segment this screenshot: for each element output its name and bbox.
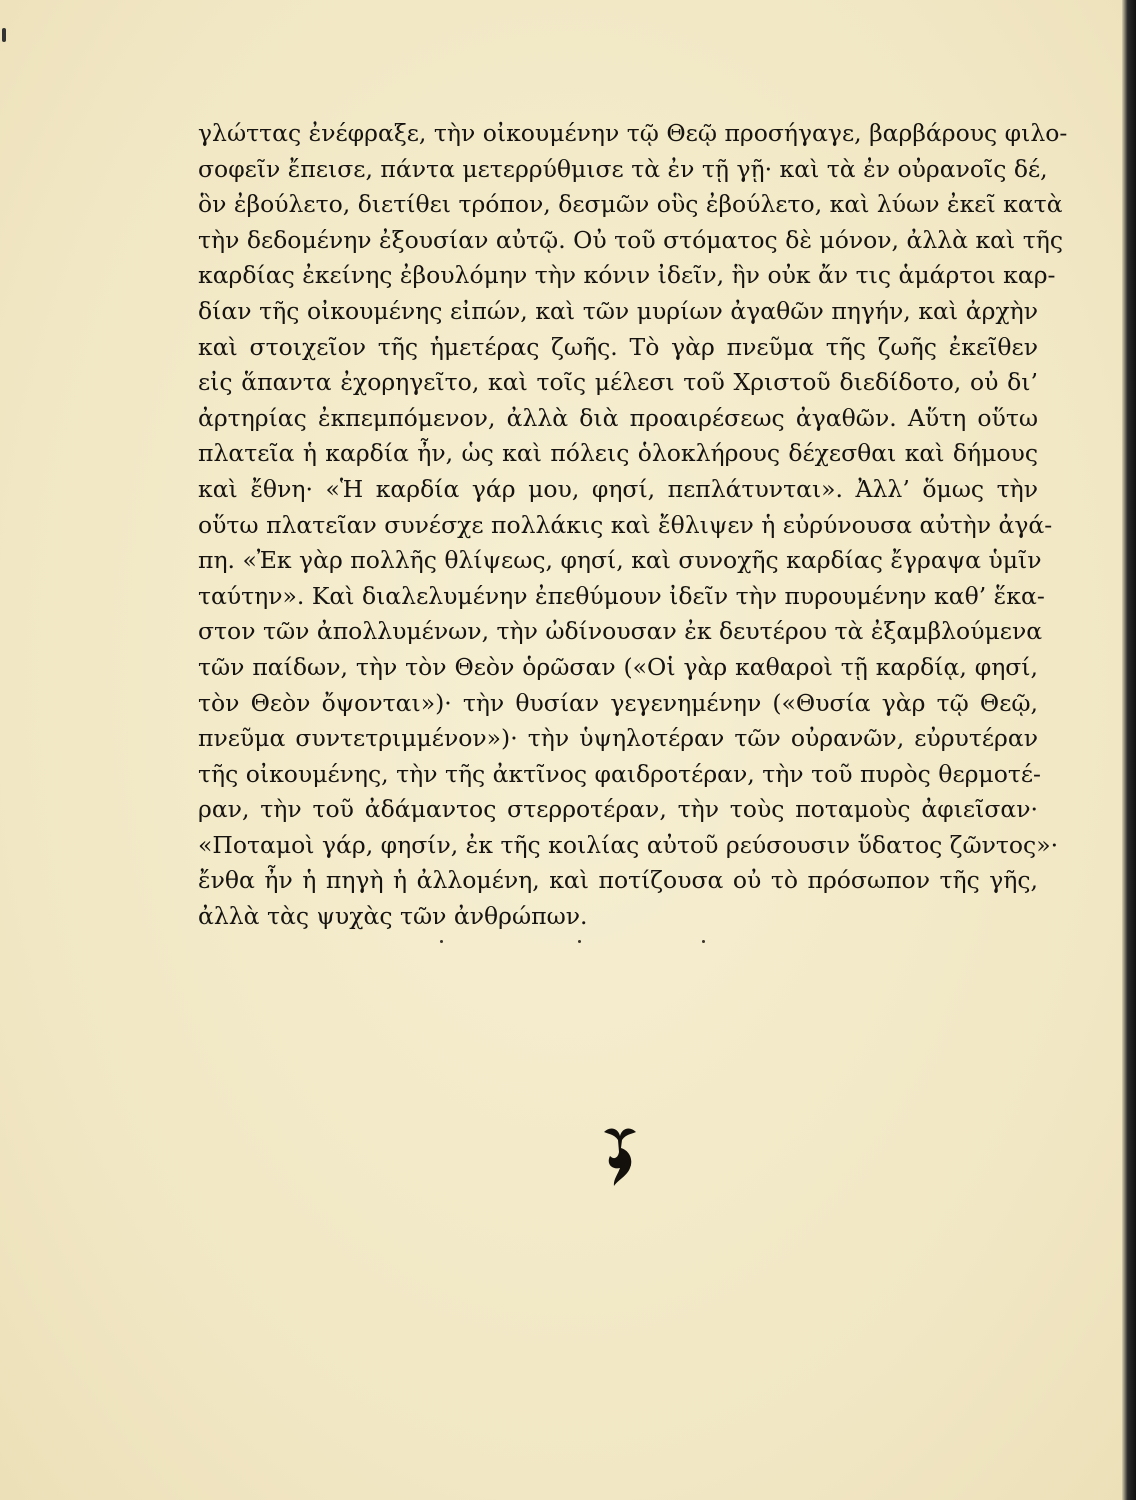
text-line: ἀρτηρίας ἐκπεμπόμενον, ἀλλὰ διὰ προαιρέσεως ἀγαθῶν. Αὕτη οὕτω	[198, 403, 1038, 432]
text-line: ἔνθα ἦν ἡ πηγὴ ἡ ἀλλομένη, καὶ ποτίζουσα οὐ τὸ πρόσωπον τῆς γῆς,	[198, 866, 1038, 895]
text-line: τὴν δεδομένην ἐξουσίαν αὐτῷ. Οὐ τοῦ στόματος δὲ μόνον, ἀλλὰ καὶ τῆς	[198, 225, 1063, 254]
text-line: οὕτω πλατεῖαν συνέσχε πολλάκις καὶ ἔθλιψεν ἡ εὐρύνουσα αὐτὴν ἀγά-	[198, 510, 1053, 539]
text-line: πλατεῖα ἡ καρδία ἦν, ὡς καὶ πόλεις ὁλοκλήρους δέχεσθαι καὶ δήμους	[198, 439, 1038, 468]
text-line: τὸν Θεὸν ὄψονται»)· τὴν θυσίαν γεγενημένην («Θυσία γὰρ τῷ Θεῷ,	[198, 688, 1038, 717]
text-line: καὶ ἔθνη· «Ἡ καρδία γάρ μου, φησί, πεπλάτυνται». Ἀλλ’ ὅμως τὴν	[198, 474, 1038, 503]
scan-edge-mark	[2, 28, 6, 42]
text-line: «Ποταμοὶ γάρ, φησίν, ἐκ τῆς κοιλίας αὐτοῦ ρεύσουσιν ὕδατος ζῶντος»·	[198, 830, 1059, 859]
body-text	[198, 116, 1068, 935]
text-line: καρδίας ἐκείνης ἐβουλόμην τὴν κόνιν ἰδεῖν, ἣν οὐκ ἄν τις ἁμάρτοι καρ-	[198, 261, 1056, 290]
text-line: δίαν τῆς οἰκουμένης εἰπών, καὶ τῶν μυρίων ἀγαθῶν πηγήν, καὶ ἀρχὴν	[198, 296, 1038, 325]
text-line: ὃν ἐβούλετο, διετίθει τρόπον, δεσμῶν οὓς ἐβούλετο, καὶ λύων ἐκεῖ κατὰ	[198, 190, 1063, 219]
text-line: πη. «Ἐκ γὰρ πολλῆς θλίψεως, φησί, καὶ συνοχῆς καρδίας ἔγραψα ὑμῖν	[198, 546, 1042, 575]
fleuron-icon	[596, 1124, 644, 1190]
text-line: σοφεῖν ἔπεισε, πάντα μετερρύθμισε τὰ ἐν τῇ γῇ· καὶ τὰ ἐν οὐρανοῖς δέ,	[198, 154, 1048, 183]
text-line: καὶ στοιχεῖον τῆς ἡμετέρας ζωῆς. Τὸ γὰρ πνεῦμα τῆς ζωῆς ἐκεῖθεν	[198, 332, 1038, 361]
text-line: γλώττας ἐνέφραξε, τὴν οἰκουμένην τῷ Θεῷ προσήγαγε, βαρβάρους φιλο-	[198, 119, 1068, 147]
text-line: εἰς ἅπαντα ἐχορηγεῖτο, καὶ τοῖς μέλεσι τοῦ Χριστοῦ διεδίδοτο, οὐ δι’	[198, 368, 1038, 397]
section-dots	[0, 940, 1136, 960]
dot	[578, 940, 581, 943]
text-line: τῶν παίδων, τὴν τὸν Θεὸν ὁρῶσαν («Οἱ γὰρ καθαροὶ τῇ καρδίᾳ, φησί,	[198, 652, 1038, 681]
scan-binding-edge	[1122, 0, 1136, 1500]
text-line-last: ἀλλὰ τὰς ψυχὰς τῶν ἀνθρώπων.	[198, 902, 588, 931]
text-line: τῆς οἰκουμένης, τὴν τῆς ἀκτῖνος φαιδροτέραν, τὴν τοῦ πυρὸς θερμοτέ-	[198, 759, 1041, 788]
text-line: ταύτην». Καὶ διαλελυμένην ἐπεθύμουν ἰδεῖν τὴν πυρουμένην καθ’ ἕκα-	[198, 581, 1045, 610]
dot	[702, 940, 705, 943]
dot	[440, 940, 443, 943]
text-line: ραν, τὴν τοῦ ἀδάμαντος στερροτέραν, τὴν τοὺς ποταμοὺς ἀφιεῖσαν·	[198, 795, 1038, 824]
text-line: στον τῶν ἀπολλυμένων, τὴν ὠδίνουσαν ἐκ δευτέρου τὰ ἐξαμβλούμενα	[198, 617, 1043, 646]
text-line: πνεῦμα συντετριμμένον»)· τὴν ὑψηλοτέραν τῶν οὐρανῶν, εὐρυτέραν	[198, 724, 1038, 753]
